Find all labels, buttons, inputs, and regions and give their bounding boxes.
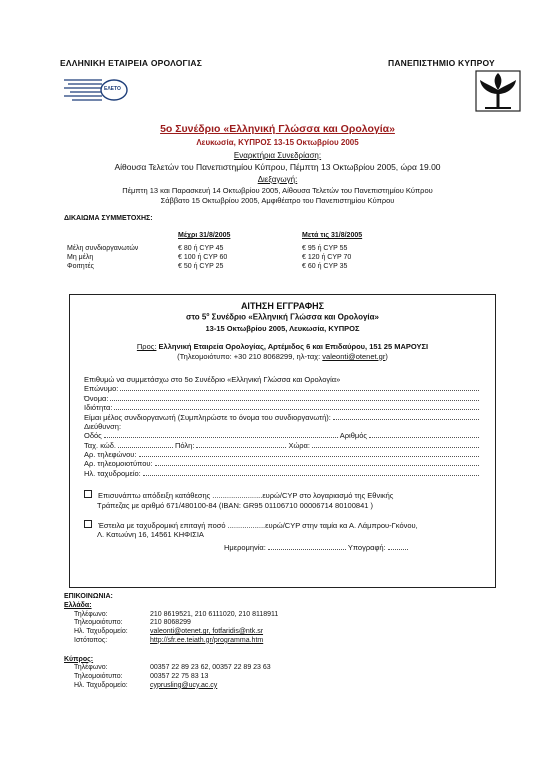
name-field[interactable] [110,394,479,401]
capacity-field[interactable] [114,403,479,410]
conduct-label: Διεξαγωγή: [257,174,298,184]
deposit-checkbox[interactable] [84,490,92,498]
conference-title: 5ο Συνέδριο «Ελληνική Γλώσσα και Ορολογία» [160,123,395,135]
city-field[interactable] [196,441,286,448]
opening-session-label: Εναρκτήρια Συνεδρίαση: [233,151,322,161]
fax-field[interactable] [155,459,479,466]
opening-session-text: Αίθουσα Τελετών του Πανεπιστημίου Κύπρου, Πέμπτη 13 Οκτωβρίου 2005, ώρα 19.00 [114,162,441,173]
number-field[interactable] [369,431,479,438]
fees-row-before: € 80 ή CYP 45 [178,245,224,252]
fees-col-after: Μετά τις 31/8/2005 [302,232,363,239]
member-organizer-field[interactable] [333,413,479,420]
cyprus-email-link[interactable]: cyprusling@ucy.ac.cy [150,681,218,689]
tree-logo-icon [475,70,521,112]
form-recipient-contact: (Τηλεομοιότυπο: +30 210 8068299, ηλ-ταχ: valeonti@otenet.gr) [177,351,388,361]
fees-row-after: € 120 ή CYP 70 [302,254,352,261]
conduct-line-1: Πέμπτη 13 και Παρασκευή 14 Οκτωβρίου 2005, Αίθουσα Τελετών του Πανεπιστημίου Κύπρου [122,185,433,195]
fees-row-before: € 50 ή CYP 25 [178,263,224,270]
date-field[interactable] [268,543,346,550]
contact-cyprus-label: Κύπρος: [64,655,94,663]
contact-heading: ΕΠΙΚΟΙΝΩΝΙΑ: [64,593,113,600]
conduct-line-2: Σάββατο 15 Οκτωβρίου 2005, Αμφιθέατρο του Πανεπιστημίου Κύπρου [160,196,395,206]
fees-row-label: Φοιτητές [67,263,94,270]
street-field[interactable] [104,431,338,438]
form-intent: Επιθυμώ να συμμετάσχω στο 5ο Συνέδριο «Ελληνική Γλώσσα και Ορολογία» [84,375,341,385]
right-organization-name: ΠΑΝΕΠΙΣΤΗΜΙΟ ΚΥΠΡΟΥ [388,58,495,68]
greece-email-link[interactable]: valeonti@otenet.gr, fotfaridis@ntk.sr [150,628,264,635]
form-title: ΑΙΤΗΣΗ ΕΓΓΡΑΦΗΣ [240,301,325,311]
fees-row-before: € 100 ή CYP 60 [178,254,228,261]
surname-field[interactable] [120,384,479,391]
postcode-field[interactable] [118,441,173,448]
recipient-email-link[interactable]: valeonti@otenet.gr [322,351,386,361]
payment-option-postal: Έστειλα με ταχυδρομική επιταγή ποσό ..................ευρώ/CYP στην ταμία κα Α. Λάμπρου-Γκόνου, Λ. Κατωύνη 16, 14561 ΚΗΦΙΣΙΑ [84,520,481,540]
registration-form: ΑΙΤΗΣΗ ΕΓΓΡΑΦΗΣ στο $5^o$ Συνέδριο «Ελληνική Γλώσσα και Ορολογία» 13-15 Οκτωβρίου 2005, Λευκωσία, ΚΥΠΡΟΣ Προς: Ελληνική Εταιρεία Ορολογίας, Αρτέμιδος 6 και Επιδαύρου, 151 25 ΜΑΡΟΥΣΙ (Τηλεομοιότυπο: +30 210 8068299, ηλ-ταχ: valeonti@otenet.gr) Επιθυμώ να συμμετάσχω στο 5ο Συνέδριο «Ελληνική Γλώσσα και Ορολογία» Επώνυμο: Όνομα: Ιδιότητα: Είμαι μέλος συνδιοργανωτή (Συμπληρώστε το όνομα του συνδιοργανωτή): Διεύθυνση: Οδός Αριθμός Ταχ. κώδ. Πόλη: Χώρα: Αρ. τηλεφώνου: Αρ. τηλεομοιοτύπου: Ηλ. ταχυδρομείο: Επισυνάπτω απόδειξη κατάθεσης ........................ευρώ/CYP στο λογαριασμό της Εθνικής Τράπεζας με αριθμό 671/480100-84 (IBAN: GR95 01106710 00006714 80100841 ) Έστειλα με ταχυδρομική επιταγή ποσό ..................ευρώ/CYP στην ταμία κα Α. Λάμπρου-Γκόνου, Λ. Κατωύνη 16, 14561 ΚΗΦΙΣΙΑ Ημερομηνία: Υπογραφή: [69,294,496,588]
fees-row-after: € 60 ή CYP 35 [302,263,348,270]
form-subtitle: στο $5^o$ Συνέδριο «Ελληνική Γλώσσα και Ορολογία» [185,312,380,322]
conference-place-dates: Λευκωσία, ΚΥΠΡΟΣ 13-15 Οκτωβρίου 2005 [196,138,359,148]
contact-section: ΕΠΙΚΟΙΝΩΝΙΑ: Ελλάδα: Τηλέφωνο: 210 8619521, 210 6111020, 210 8118911 Τηλεομοιότυπο: 210 8068299 Ηλ. Ταχυδρομείο: valeonti@otenet.gr, fotfaridis@ntk.sr Ιστότοπος: http://sfr.ee.teiath.gr/programma.htm Κύπρος: Τηλέφωνο: 00357 22 89 23 62, 00357 22 89 23 63 Τηλεομοιότυπο: 00357 22 75 83 13 Ηλ. Ταχυδρομείο: cyprusling@ucy.ac.cy [64,593,279,689]
form-recipient: Προς: Ελληνική Εταιρεία Ορολογίας, Αρτέμιδος 6 και Επιδαύρου, 151 25 ΜΑΡΟΥΣΙ [136,342,429,352]
country-field[interactable] [312,441,479,448]
phone-field[interactable] [139,450,480,457]
fees-col-before: Μέχρι 31/8/2005 [178,232,231,239]
university-of-cyprus-logo [475,70,521,112]
email-field[interactable] [143,469,479,476]
signature-field[interactable] [388,543,408,550]
left-organization-name: ΕΛΛΗΝΙΚΗ ΕΤΑΙΡΕΙΑ ΟΡΟΛΟΓΙΑΣ [60,58,203,68]
eleto-logo: ΕΛΕΤΟ [62,72,130,110]
postal-order-checkbox[interactable] [84,520,92,528]
fees-heading: ΔΙΚΑΙΩΜΑ ΣΥΜΜΕΤΟΧΗΣ: [64,215,153,222]
greece-website-link[interactable]: http://sfr.ee.teiath.gr/programma.htm [150,636,264,644]
contact-greece-label: Ελλάδα: [64,601,92,609]
fees-row-after: € 95 ή CYP 55 [302,245,348,252]
form-dates: 13-15 Οκτωβρίου 2005, Λευκωσία, ΚΥΠΡΟΣ [205,323,360,333]
fees-row-label: Μη μέλη [67,254,94,261]
fees-row-label: Μέλη συνδιοργανωτών [67,245,139,252]
payment-option-deposit: Επισυνάπτω απόδειξη κατάθεσης ........................ευρώ/CYP στο λογαριασμό της Εθνικής Τράπεζας με αριθμό 671/480100-84 (IBAN: GR95 01106710 00006714 80100841 ) [84,490,481,510]
